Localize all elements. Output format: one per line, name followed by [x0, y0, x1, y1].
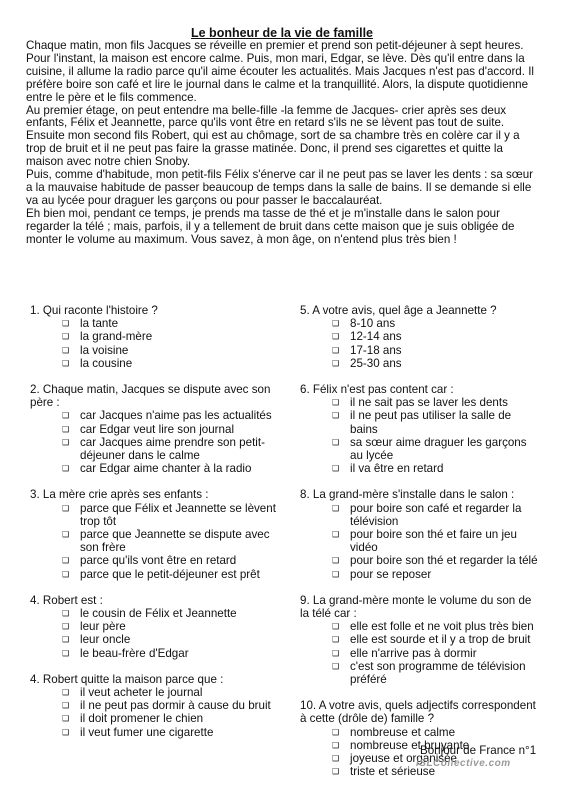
answer-option-label: nombreuse et calme	[350, 725, 456, 739]
answer-option[interactable]	[30, 344, 280, 357]
answer-option[interactable]	[30, 528, 280, 554]
answer-options	[30, 317, 280, 370]
checkbox-square-icon[interactable]: ❑	[62, 437, 70, 447]
checkbox-square-icon[interactable]: ❑	[332, 332, 340, 342]
answer-option-label: parce que le petit-déjeuner est prêt	[80, 567, 260, 581]
checkbox-square-icon[interactable]: ❑	[332, 358, 340, 368]
answer-option[interactable]	[30, 423, 280, 436]
question-text: 10. A votre avis, quels adjectifs correspondent à cette (drôle de) famille ?	[300, 699, 536, 726]
answer-option-label: elle est folle et ne voit plus très bien	[350, 620, 534, 634]
checkbox-square-icon[interactable]: ❑	[62, 345, 70, 355]
questions-left-column	[30, 304, 280, 752]
question-text: 4. Robert quitte la maison parce que :	[30, 672, 224, 686]
question-block	[30, 594, 280, 660]
answer-option[interactable]	[300, 568, 540, 581]
answer-options	[300, 396, 540, 475]
answer-option-label: car Jacques aime prendre son petit-déjeuner dans le calme	[80, 435, 265, 463]
answer-option[interactable]	[300, 502, 540, 528]
answer-option-label: car Jacques n'aime pas les actualités	[80, 409, 272, 423]
answer-option-label: 17-18 ans	[350, 343, 402, 357]
checkbox-square-icon[interactable]: ❑	[332, 319, 340, 329]
answer-option-label: 8-10 ans	[350, 317, 396, 331]
checkbox-square-icon[interactable]: ❑	[332, 635, 340, 645]
checkbox-square-icon[interactable]: ❑	[332, 345, 340, 355]
checkbox-square-icon[interactable]: ❑	[62, 358, 70, 368]
checkbox-square-icon[interactable]: ❑	[332, 727, 340, 737]
story-text	[26, 40, 541, 247]
checkbox-square-icon[interactable]: ❑	[62, 556, 70, 566]
checkbox-square-icon[interactable]: ❑	[62, 701, 70, 711]
checkbox-square-icon[interactable]: ❑	[62, 411, 70, 421]
question-text: 1. Qui raconte l'histoire ?	[30, 304, 158, 317]
checkbox-square-icon[interactable]: ❑	[62, 714, 70, 724]
checkbox-square-icon[interactable]: ❑	[62, 319, 70, 329]
page-title: Le bonheur de la vie de famille	[191, 26, 373, 40]
answer-option[interactable]	[300, 396, 540, 409]
question-block	[300, 594, 540, 686]
checkbox-square-icon[interactable]: ❑	[332, 740, 340, 750]
question-block	[300, 488, 540, 580]
question-text: 9. La grand-mère monte le volume du son de la télé car :	[300, 593, 532, 621]
question-block	[30, 673, 280, 739]
answer-option-label: pour boire son thé et regarder la télé	[350, 554, 538, 568]
checkbox-square-icon[interactable]: ❑	[62, 464, 70, 474]
answer-option-label: il ne peut pas utiliser la salle de bains	[350, 409, 512, 436]
answer-options	[300, 620, 540, 686]
answer-option-label: la grand-mère	[80, 330, 153, 344]
checkbox-square-icon[interactable]: ❑	[62, 424, 70, 434]
answer-option-label: il veut fumer une cigarette	[80, 725, 214, 739]
question-block	[30, 304, 280, 370]
checkbox-square-icon[interactable]: ❑	[62, 503, 70, 513]
checkbox-square-icon[interactable]: ❑	[332, 622, 340, 632]
answer-option-label: parce que Jeannette se dispute avec son frère	[80, 528, 270, 555]
answer-option-label: elle est sourde et il y a trop de bruit	[350, 633, 531, 647]
watermark: iSLCollective.com	[416, 758, 511, 769]
question-block	[30, 383, 280, 475]
checkbox-square-icon[interactable]: ❑	[62, 648, 70, 658]
answer-options	[30, 409, 280, 475]
questions-right-column	[300, 304, 540, 792]
answer-option[interactable]	[30, 330, 280, 343]
answer-option[interactable]	[300, 344, 540, 357]
answer-option[interactable]	[300, 409, 540, 435]
answer-option-label: leur oncle	[80, 633, 131, 647]
question-block	[300, 383, 540, 475]
answer-option[interactable]	[30, 357, 280, 370]
checkbox-square-icon[interactable]: ❑	[332, 648, 340, 658]
checkbox-square-icon[interactable]: ❑	[332, 767, 340, 777]
checkbox-square-icon[interactable]: ❑	[62, 635, 70, 645]
checkbox-square-icon[interactable]: ❑	[332, 464, 340, 474]
question-text: 8. La grand-mère s'installe dans le salon :	[300, 488, 515, 502]
answer-option-label: 12-14 ans	[350, 330, 402, 344]
answer-option[interactable]	[300, 726, 540, 739]
answer-option-label: nombreuse et bruyante	[350, 738, 470, 752]
story-paragraph: Ensuite mon second fils Robert, qui est au chômage, sort de sa chambre très en colère car il y a trop de bruit et il ne peut pas faire la grasse matinée. Donc, il prend ses cigarettes et quitte la maison avec notre chien Snoby.	[26, 129, 520, 169]
answer-option[interactable]	[30, 712, 280, 725]
answer-option[interactable]	[30, 633, 280, 646]
checkbox-square-icon[interactable]: ❑	[332, 556, 340, 566]
story-paragraph: Eh bien moi, pendant ce temps, je prends ma tasse de thé et je m'installe dans le salon pour regarder la télé ; mais, parfois, il y a tellement de bruit dans cette maison que je suis obligée de monter le volume au maximum. Vous savez, à mon âge, on n'entend plus très bien !	[26, 206, 515, 246]
answer-option-label: il va être en retard	[350, 462, 444, 476]
answer-option-label: car Edgar veut lire son journal	[80, 422, 235, 436]
answer-options	[300, 502, 540, 581]
question-text: 2. Chaque matin, Jacques se dispute avec son père :	[30, 383, 271, 410]
story-paragraph: Au premier étage, on peut entendre ma belle-fille -la femme de Jacques- crier après ses deux enfants, Félix et Jeannette, parce qu'ils vont être en retard s'ils ne se lèvent pas tout de suite.	[26, 103, 507, 130]
answer-option-label: car Edgar aime chanter à la radio	[80, 462, 252, 476]
checkbox-square-icon[interactable]: ❑	[332, 754, 340, 764]
answer-option-label: le cousin de Félix et Jeannette	[80, 607, 237, 621]
answer-option-label: leur père	[80, 620, 126, 634]
answer-option[interactable]	[30, 409, 280, 422]
answer-option-label: la tante	[80, 317, 119, 331]
answer-option-label: il ne peut pas dormir à cause du bruit	[80, 699, 271, 713]
footer-credit: Bonjour de France n°1	[420, 744, 537, 757]
checkbox-square-icon[interactable]: ❑	[332, 398, 340, 408]
checkbox-square-icon[interactable]: ❑	[62, 530, 70, 540]
checkbox-square-icon[interactable]: ❑	[332, 437, 340, 447]
answer-option[interactable]	[30, 317, 280, 330]
answer-option-label: la voisine	[80, 343, 129, 357]
checkbox-square-icon[interactable]: ❑	[332, 411, 340, 421]
answer-option-label: pour boire son thé et faire un jeu vidéo	[350, 528, 517, 555]
answer-option-label: parce que Félix et Jeannette se lèvent trop tôt	[80, 501, 276, 528]
question-block	[300, 304, 540, 370]
answer-option-label: il ne sait pas se laver les dents	[350, 396, 508, 410]
answer-option[interactable]	[300, 660, 540, 686]
story-paragraph: Puis, comme d'habitude, mon petit-fils Félix s'énerve car il ne peut pas se laver les dents : sa sœur a la mauvaise habitude de passer beaucoup de temps dans la salle de bains. Il se demande si elle va au lycée pour draguer les garçons ou pour passer le baccalauréat.	[26, 168, 534, 207]
answer-options	[300, 317, 540, 370]
answer-option[interactable]	[30, 502, 280, 528]
answer-option-label: il veut acheter le journal	[80, 686, 203, 700]
answer-option-label: pour se reposer	[350, 567, 432, 581]
answer-option[interactable]	[30, 607, 280, 620]
checkbox-square-icon[interactable]: ❑	[332, 530, 340, 540]
answer-option[interactable]	[30, 620, 280, 633]
checkbox-square-icon[interactable]: ❑	[62, 569, 70, 579]
answer-option[interactable]	[30, 554, 280, 567]
answer-option-label: sa sœur aime draguer les garçons au lycée	[350, 435, 527, 463]
checkbox-square-icon[interactable]: ❑	[332, 503, 340, 513]
answer-option[interactable]	[300, 620, 540, 633]
answer-option[interactable]	[30, 436, 280, 462]
checkbox-square-icon[interactable]: ❑	[62, 609, 70, 619]
checkbox-square-icon[interactable]: ❑	[62, 622, 70, 632]
checkbox-square-icon[interactable]: ❑	[332, 661, 340, 671]
answer-option[interactable]	[30, 568, 280, 581]
checkbox-square-icon[interactable]: ❑	[62, 332, 70, 342]
answer-option-label: joyeuse et organisée	[350, 752, 457, 766]
question-text: 3. La mère crie après ses enfants :	[30, 488, 209, 502]
answer-option[interactable]	[300, 462, 540, 475]
answer-option-label: la cousine	[80, 356, 133, 370]
answer-option-label: elle n'arrive pas à dormir	[350, 646, 477, 660]
answer-option[interactable]	[30, 647, 280, 660]
question-text: 4. Robert est :	[30, 593, 103, 607]
answer-option[interactable]	[30, 726, 280, 739]
answer-option[interactable]	[300, 317, 540, 330]
answer-option-label: triste et sérieuse	[350, 765, 436, 779]
answer-option-label: 25-30 ans	[350, 356, 402, 370]
answer-option[interactable]	[300, 554, 540, 567]
answer-option[interactable]	[30, 686, 280, 699]
answer-option[interactable]	[300, 357, 540, 370]
answer-option-label: parce qu'ils vont être en retard	[80, 554, 237, 568]
answer-option-label: le beau-frère d'Edgar	[80, 646, 189, 660]
answer-option[interactable]	[300, 647, 540, 660]
answer-options	[30, 686, 280, 739]
question-text: 6. Félix n'est pas content car :	[300, 383, 454, 397]
answer-option-label: il doit promener le chien	[80, 712, 204, 726]
answer-option[interactable]	[300, 633, 540, 646]
answer-options	[30, 607, 280, 660]
answer-option-label: pour boire son café et regarder la télévision	[350, 501, 522, 528]
checkbox-square-icon[interactable]: ❑	[62, 688, 70, 698]
answer-options	[30, 502, 280, 581]
answer-option[interactable]	[300, 528, 540, 554]
answer-option[interactable]	[30, 462, 280, 475]
checkbox-square-icon[interactable]: ❑	[62, 727, 70, 737]
question-text: 5. A votre avis, quel âge a Jeannette ?	[300, 304, 497, 317]
question-block	[30, 488, 280, 580]
story-paragraph: Chaque matin, mon fils Jacques se réveille en premier et prend son petit-déjeuner à sept heures. Pour l'instant, la maison est encore calme. Puis, mon mari, Edgar, se lève. Dès qu'il entre dans la cuisine, il allume la radio parce qu'il aime écouter les actualités. Mais Jacques n'est pas d'accord. Il préfère boire son café et lire le journal dans le calme et la tranquillité. Alors, la dispute quotidienne entre le père et le fils commence.	[26, 39, 534, 104]
answer-option-label: c'est son programme de télévision préféré	[350, 659, 526, 687]
answer-option[interactable]	[300, 436, 540, 462]
answer-option[interactable]	[300, 330, 540, 343]
answer-option[interactable]	[30, 699, 280, 712]
checkbox-square-icon[interactable]: ❑	[332, 569, 340, 579]
